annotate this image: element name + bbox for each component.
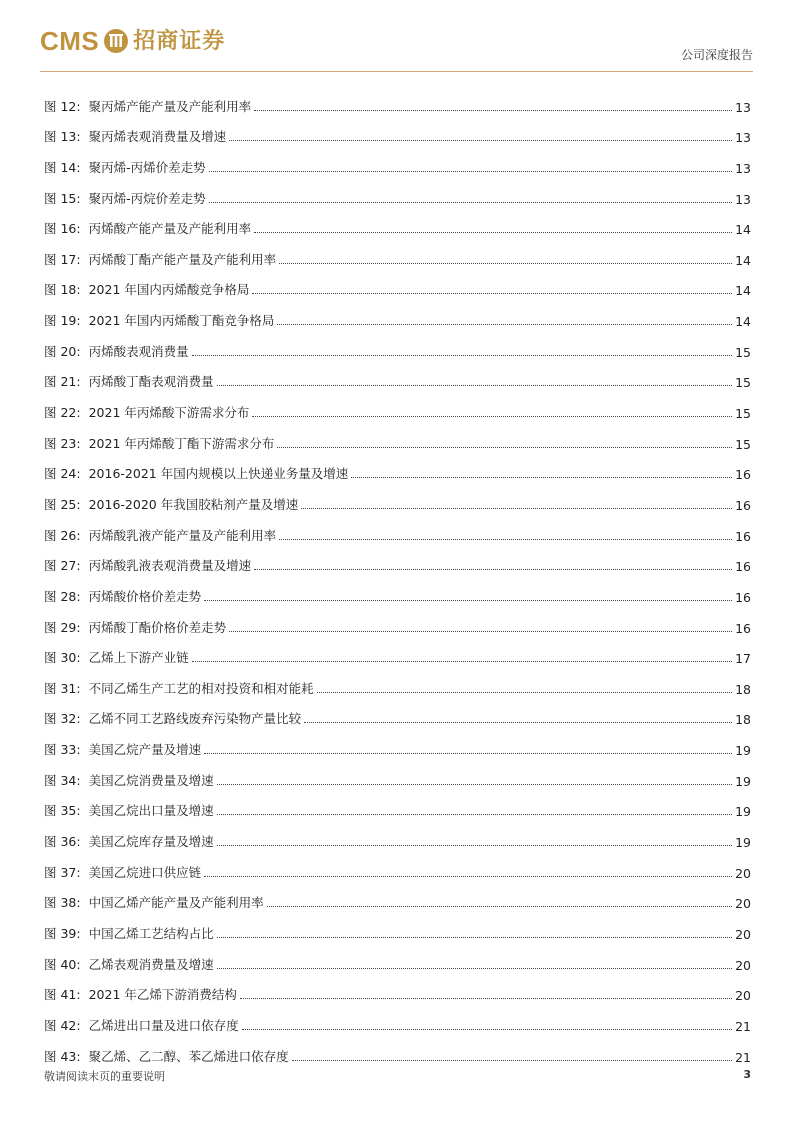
toc-entry[interactable] [44, 850, 751, 881]
figure-title: 丙烯酸乳液产能产量及产能利用率 [88, 527, 277, 543]
toc-entry[interactable] [44, 1034, 751, 1065]
figure-title: 2021 年国内丙烯酸丁酯竞争格局 [88, 313, 275, 329]
dot-leader [267, 906, 732, 907]
toc-entry[interactable] [44, 666, 751, 697]
toc-entry[interactable] [44, 605, 751, 636]
figure-page-number: 14 [735, 314, 751, 330]
toc-entry[interactable] [44, 298, 751, 329]
figure-title: 2021 年丙烯酸丁酯下游需求分布 [88, 435, 275, 451]
dot-leader [217, 784, 732, 785]
dot-leader [192, 355, 732, 356]
figure-title: 美国乙烷产量及增速 [88, 742, 202, 758]
toc-entry[interactable] [44, 329, 751, 360]
figure-page-number: 15 [735, 375, 751, 391]
toc-entry[interactable] [44, 482, 751, 513]
figure-page-number: 15 [735, 344, 751, 360]
dot-leader [217, 385, 732, 386]
logo-cms-text: CMS [40, 26, 100, 56]
figure-page-number: 14 [735, 252, 751, 268]
figure-title: 聚乙烯、乙二醇、苯乙烯进口依存度 [88, 1048, 289, 1064]
figure-page-number: 17 [735, 651, 751, 667]
dot-leader [209, 171, 732, 172]
figure-number: 图 34: [44, 772, 81, 788]
figure-title: 丙烯酸价格价差走势 [88, 588, 202, 604]
toc-entry[interactable] [44, 574, 751, 605]
toc-entry[interactable] [44, 942, 751, 973]
figure-page-number: 16 [735, 589, 751, 605]
dot-leader [304, 722, 732, 723]
toc-entry[interactable] [44, 911, 751, 942]
figure-number: 图 21: [44, 374, 81, 390]
dot-leader [317, 692, 732, 693]
figure-number: 图 38: [44, 895, 81, 911]
figure-number: 图 29: [44, 619, 81, 635]
figure-number: 图 20: [44, 343, 81, 359]
toc-entry[interactable] [44, 360, 751, 391]
toc-entry[interactable] [44, 789, 751, 820]
figure-number: 图 26: [44, 527, 81, 543]
figure-page-number: 16 [735, 559, 751, 575]
figure-title: 乙烯不同工艺路线废弃污染物产量比较 [88, 711, 302, 727]
figure-title: 乙烯上下游产业链 [88, 650, 189, 666]
toc-entry[interactable] [44, 636, 751, 667]
figure-page-number: 19 [735, 773, 751, 789]
cms-logo [40, 26, 225, 56]
toc-entry[interactable] [44, 84, 751, 115]
figure-page-number: 16 [735, 467, 751, 483]
toc-entry[interactable] [44, 268, 751, 299]
figure-page-number: 18 [735, 712, 751, 728]
toc-entry[interactable] [44, 452, 751, 483]
figure-page-number: 20 [735, 926, 751, 942]
figure-page-number: 13 [735, 130, 751, 146]
figure-title: 聚丙烯-丙烯价差走势 [88, 159, 206, 175]
figure-number: 图 31: [44, 680, 81, 696]
figure-title: 丙烯酸表观消费量 [88, 343, 189, 359]
toc-entry[interactable] [44, 544, 751, 575]
figure-page-number: 20 [735, 896, 751, 912]
dot-leader [240, 998, 732, 999]
figure-page-number: 20 [735, 865, 751, 881]
page-footer [44, 1068, 751, 1086]
figure-title: 乙烯进出口量及进口依存度 [88, 1017, 239, 1033]
dot-leader [254, 232, 732, 233]
toc-entry[interactable] [44, 421, 751, 452]
figure-title: 2016-2021 年国内规模以上快递业务量及增速 [88, 466, 349, 482]
figure-title: 中国乙烯产能产量及产能利用率 [88, 895, 264, 911]
figure-number: 图 13: [44, 129, 81, 145]
toc-entry[interactable] [44, 973, 751, 1004]
figure-page-number: 20 [735, 957, 751, 973]
disclaimer-note: 敬请阅读末页的重要说明 [44, 1070, 165, 1083]
figure-number: 图 19: [44, 313, 81, 329]
dot-leader [192, 661, 732, 662]
figure-title: 美国乙烷消费量及增速 [88, 772, 214, 788]
figure-title: 不同乙烯生产工艺的相对投资和相对能耗 [88, 680, 314, 696]
dot-leader [279, 263, 732, 264]
figure-number: 图 28: [44, 588, 81, 604]
toc-entry[interactable] [44, 207, 751, 238]
logo-company-name: 招商证券 [133, 28, 226, 54]
figure-title: 2021 年乙烯下游消费结构 [88, 987, 237, 1003]
dot-leader [254, 110, 732, 111]
figure-page-number: 19 [735, 804, 751, 820]
dot-leader [277, 324, 732, 325]
dot-leader [217, 845, 732, 846]
figure-number: 图 33: [44, 742, 81, 758]
dot-leader [217, 968, 732, 969]
figure-page-number: 14 [735, 283, 751, 299]
figure-number: 图 23: [44, 435, 81, 451]
dot-leader [217, 814, 732, 815]
toc-entry[interactable] [44, 390, 751, 421]
figure-number: 图 27: [44, 558, 81, 574]
toc-entry[interactable] [44, 819, 751, 850]
figure-number: 图 16: [44, 221, 81, 237]
dot-leader [204, 600, 732, 601]
figure-title: 丙烯酸丁酯产能产量及产能利用率 [88, 251, 277, 267]
dot-leader [252, 293, 732, 294]
dot-leader [217, 937, 732, 938]
dot-leader [292, 1060, 732, 1061]
figure-number: 图 37: [44, 864, 81, 880]
figure-page-number: 20 [735, 988, 751, 1004]
figure-number: 图 17: [44, 251, 81, 267]
figure-title: 美国乙烷进口供应链 [88, 864, 202, 880]
figure-title: 乙烯表观消费量及增速 [88, 956, 214, 972]
figure-title: 2016-2020 年我国胶粘剂产量及增速 [88, 496, 299, 512]
dot-leader [252, 416, 732, 417]
figure-page-number: 19 [735, 835, 751, 851]
toc-entry[interactable] [44, 697, 751, 728]
figure-number: 图 35: [44, 803, 81, 819]
figure-title: 美国乙烷库存量及增速 [88, 834, 214, 850]
figure-title: 丙烯酸乳液表观消费量及增速 [88, 558, 252, 574]
dot-leader [209, 202, 732, 203]
toc-entry[interactable] [44, 727, 751, 758]
figure-title: 美国乙烷出口量及增速 [88, 803, 214, 819]
figure-number: 图 42: [44, 1017, 81, 1033]
figure-title: 聚丙烯产能产量及产能利用率 [88, 98, 252, 114]
figure-number: 图 30: [44, 650, 81, 666]
dot-leader [229, 140, 732, 141]
figure-title: 聚丙烯表观消费量及增速 [88, 129, 227, 145]
dot-leader [204, 876, 732, 877]
toc-entry[interactable] [44, 758, 751, 789]
dot-leader [254, 569, 732, 570]
figure-title: 中国乙烯工艺结构占比 [88, 925, 214, 941]
toc-entry[interactable] [44, 176, 751, 207]
logo-emblem-icon [103, 28, 129, 54]
figure-page-number: 15 [735, 436, 751, 452]
figure-number: 图 15: [44, 190, 81, 206]
toc-entry[interactable] [44, 881, 751, 912]
figure-page-number: 18 [735, 681, 751, 697]
dot-leader [277, 447, 732, 448]
dot-leader [351, 477, 732, 478]
dot-leader [301, 508, 732, 509]
figure-number: 图 36: [44, 834, 81, 850]
toc-entry[interactable] [44, 513, 751, 544]
figure-title: 2021 年国内丙烯酸竞争格局 [88, 282, 250, 298]
toc-entry[interactable] [44, 237, 751, 268]
figure-page-number: 16 [735, 497, 751, 513]
figure-page-number: 16 [735, 620, 751, 636]
toc-entry[interactable] [44, 1003, 751, 1034]
figure-number: 图 24: [44, 466, 81, 482]
figure-page-number: 21 [735, 1049, 751, 1065]
figure-page-number: 16 [735, 528, 751, 544]
figure-number: 图 41: [44, 987, 81, 1003]
figure-page-number: 13 [735, 160, 751, 176]
figure-title: 丙烯酸丁酯表观消费量 [88, 374, 214, 390]
toc-entry[interactable] [44, 145, 751, 176]
dot-leader [229, 631, 732, 632]
figure-title: 丙烯酸丁酯价格价差走势 [88, 619, 227, 635]
figure-number: 图 14: [44, 159, 81, 175]
figure-page-number: 15 [735, 406, 751, 422]
toc-entry[interactable] [44, 115, 751, 146]
figure-title: 2021 年丙烯酸下游需求分布 [88, 405, 250, 421]
page-header [0, 0, 793, 72]
report-type-label: 公司深度报告 [680, 48, 753, 62]
figure-page-number: 19 [735, 743, 751, 759]
figure-number: 图 25: [44, 496, 81, 512]
figure-number: 图 12: [44, 98, 81, 114]
dot-leader [204, 753, 732, 754]
figure-number: 图 43: [44, 1048, 81, 1064]
figure-page-number: 14 [735, 222, 751, 238]
figure-number: 图 18: [44, 282, 81, 298]
figure-list [44, 84, 751, 1065]
header-divider [40, 71, 753, 72]
figure-page-number: 13 [735, 99, 751, 115]
figure-page-number: 13 [735, 191, 751, 207]
figure-number: 图 32: [44, 711, 81, 727]
figure-number: 图 39: [44, 925, 81, 941]
figure-title: 聚丙烯-丙烷价差走势 [88, 190, 206, 206]
figure-page-number: 21 [735, 1018, 751, 1034]
dot-leader [279, 539, 732, 540]
figure-title: 丙烯酸产能产量及产能利用率 [88, 221, 252, 237]
page-number: 3 [743, 1068, 751, 1081]
figure-number: 图 40: [44, 956, 81, 972]
figure-number: 图 22: [44, 405, 81, 421]
dot-leader [242, 1029, 732, 1030]
